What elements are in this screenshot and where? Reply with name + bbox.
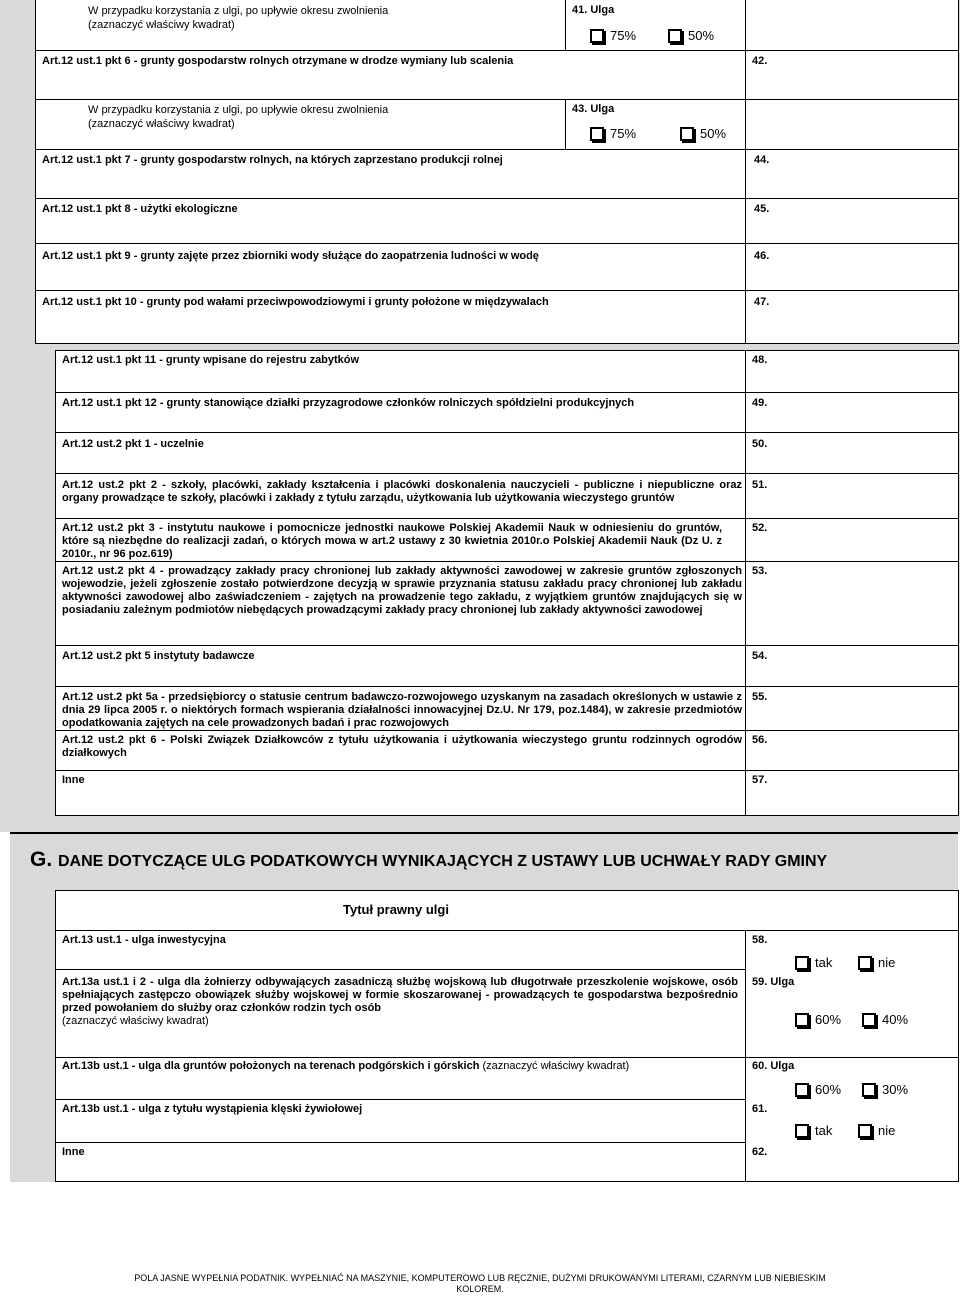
row-number: 62.	[752, 1146, 768, 1158]
footer-instruction-line1: POLA JASNE WYPEŁNIA PODATNIK. WYPEŁNIAĆ NA MASZYNIE, KOMPUTEROWO LUB RĘCZNIE, DUŻYMI DRUKOWANYMI LITERAMI, CZARNYM LUB NIEBIESKIM	[134, 1273, 826, 1283]
relief-note-line2: (zaznaczyć właściwy kwadrat)	[88, 118, 235, 130]
row-number: 46.	[754, 250, 770, 262]
row-number: 45.	[754, 203, 770, 215]
row-number: 51.	[752, 479, 768, 491]
row-label: Art.12 ust.1 pkt 10 - grunty pod wałami przeciwpowodziowymi i grunty położone w międzywalach	[42, 296, 549, 308]
soldier-relief-40-option[interactable]: 40%	[862, 1012, 920, 1027]
row-label: Art.12 ust.2 pkt 2 - szkoły, placówki, zakłady kształcenia i placówki doskonalenia nauczycieli - publiczne i niepubliczne oraz organy prowadzące te szkoły, placówki i zakłady z tytułu zarządu, użytkowania lub użytkowania wieczystego gruntów	[62, 479, 742, 504]
row-label: Art.13a ust.1 i 2 - ulga dla żołnierzy odbywających zasadniczą służbę wojskową lub długotrwałe przeszkolenie wojskowe, osób spełniających zastępczo obowiązek służby wojskowej w formie skoszarowanej - prowadzących te gospodarstwa bezpośrednio przed powołaniem do służby oraz członków rodzin tych osób	[62, 976, 738, 1014]
checkbox-icon[interactable]	[858, 1124, 872, 1138]
relief-41-50-option[interactable]: 50%	[668, 28, 726, 43]
disaster-relief-tak-option[interactable]: tak	[795, 1123, 844, 1138]
row-label: Art.12 ust.2 pkt 5a - przedsiębiorcy o statusie centrum badawczo-rozwojowego uzyskanym na zasadach określonych w ustawie z dnia 29 lipca 2005 r. o niektórych formach wspierania działalności innowacyjnej Dz.U. Nr 179, poz.1484), w zakresie przedmiotów opodatkowania zajętych na cele prowadzonych badań i prac rozwojowych	[62, 691, 742, 729]
column-header: Tytuł prawny ulgi	[343, 902, 449, 917]
row-label: Art.12 ust.2 pkt 6 - Polski Związek Działkowców z tytułu użytkowania i użytkowania wieczystego gruntu rodzinnych ogrodów działkowych	[62, 734, 742, 759]
row-label: Inne	[62, 1146, 85, 1158]
checkbox-icon[interactable]	[668, 29, 682, 43]
relief-43-75-option[interactable]: 75%	[590, 126, 648, 141]
row-label: Art.13b ust.1 - ulga z tytułu wystąpienia klęski żywiołowej	[62, 1103, 363, 1115]
row-number: 44.	[754, 154, 770, 166]
row-label: Art.12 ust.1 pkt 9 - grunty zajęte przez zbiorniki wody służące do zaopatrzenia ludności w wodę	[42, 250, 539, 262]
checkbox-icon[interactable]	[590, 127, 604, 141]
relief-note-line1: W przypadku korzystania z ulgi, po upływie okresu zwolnienia	[88, 5, 389, 17]
row-label: Art.12 ust.1 pkt 11 - grunty wpisane do rejestru zabytków	[62, 354, 360, 366]
relief-41-75-option[interactable]: 75%	[590, 28, 648, 43]
disaster-relief-nie-option[interactable]: nie	[858, 1123, 907, 1138]
row-note: (zaznaczyć właściwy kwadrat)	[482, 1060, 630, 1072]
checkbox-icon[interactable]	[795, 1083, 809, 1097]
mountain-relief-30-option[interactable]: 30%	[862, 1082, 920, 1097]
row-number: 47.	[754, 296, 770, 308]
row-number: 42.	[752, 55, 768, 67]
relief-43-50-option[interactable]: 50%	[680, 126, 738, 141]
row-number: 52.	[752, 522, 768, 534]
row-number: 49.	[752, 397, 768, 409]
investment-relief-nie-option[interactable]: nie	[858, 955, 907, 970]
row-number: 54.	[752, 650, 768, 662]
row-label: Art.12 ust.2 pkt 1 - uczelnie	[62, 438, 204, 450]
row-label-group	[62, 1060, 629, 1073]
row-label: Art.13 ust.1 - ulga inwestycyjna	[62, 934, 226, 946]
relief-note-line2: (zaznaczyć właściwy kwadrat)	[88, 19, 235, 31]
relief-41-label: 41. Ulga	[572, 4, 615, 16]
row-number: 57.	[752, 774, 768, 786]
row-label: Art.12 ust.2 pkt 5 instytuty badawcze	[62, 650, 255, 662]
relief-note-line1: W przypadku korzystania z ulgi, po upływie okresu zwolnienia	[88, 104, 389, 116]
row-number: 61.	[752, 1103, 768, 1115]
row-label: Art.12 ust.1 pkt 12 - grunty stanowiące działki przyzagrodowe członków rolniczych spółdzielni produkcyjnych	[62, 397, 635, 409]
investment-relief-tak-option[interactable]: tak	[795, 955, 844, 970]
row-note: (zaznaczyć właściwy kwadrat)	[62, 1015, 209, 1027]
row-label: Inne	[62, 774, 85, 786]
row-label: Art.12 ust.1 pkt 8 - użytki ekologiczne	[42, 203, 238, 215]
checkbox-icon[interactable]	[862, 1013, 876, 1027]
footer-instruction-line2: KOLOREM.	[456, 1284, 504, 1294]
checkbox-icon[interactable]	[795, 956, 809, 970]
row-label: Art.13b ust.1 - ulga dla gruntów położonych na terenach podgórskich i górskich	[62, 1060, 480, 1072]
row-number: 53.	[752, 565, 768, 577]
checkbox-icon[interactable]	[858, 956, 872, 970]
checkbox-icon[interactable]	[590, 29, 604, 43]
checkbox-icon[interactable]	[795, 1124, 809, 1138]
section-g-title: DANE DOTYCZĄCE ULG PODATKOWYCH WYNIKAJĄCYCH Z USTAWY LUB UCHWAŁY RADY GMINY	[58, 853, 828, 870]
checkbox-icon[interactable]	[680, 127, 694, 141]
row-label: Art.12 ust.1 pkt 7 - grunty gospodarstw rolnych, na których zaprzestano produkcji rolnej	[42, 154, 503, 166]
row-number: 60. Ulga	[752, 1060, 795, 1072]
relief-43-label: 43. Ulga	[572, 103, 615, 115]
row-number: 48.	[752, 354, 768, 366]
row-label: Art.12 ust.2 pkt 4 - prowadzący zakłady pracy chronionej lub zakłady aktywności zawodowej w zakresie gruntów zgłoszonych wojewodzie, jeżeli zgłoszenie zostało potwierdzone decyzją w sprawie przyznania statusu zakładu pracy chronionej lub zakładu aktywności zawodowej albo zaświadczeniem - zajętych na prowadzenie tego zakładu, z wyjątkiem gruntów znajdujących się w posiadaniu zależnym podmiotów niebędących prowadzącymi zakłady pracy chronionej lub zakłady aktywności zawodowej	[62, 565, 742, 616]
row-number: 56.	[752, 734, 768, 746]
row-label: Art.12 ust.2 pkt 3 - instytutu naukowe i pomocnicze jednostki naukowe Polskiej Akademii Nauk w odniesieniu do gruntów, które są niezbędne do realizacji zadań, o których mowa w art.2 ustawy z 30 kwietnia 2010r.o Polskiej Akademii Nauk (Dz U. z 2010r., nr 96 poz.619)	[62, 522, 722, 560]
row-number: 55.	[752, 691, 768, 703]
checkbox-icon[interactable]	[862, 1083, 876, 1097]
row-number: 50.	[752, 438, 768, 450]
soldier-relief-60-option[interactable]: 60%	[795, 1012, 853, 1027]
row-number: 59. Ulga	[752, 976, 795, 988]
mountain-relief-60-option[interactable]: 60%	[795, 1082, 853, 1097]
checkbox-icon[interactable]	[795, 1013, 809, 1027]
row-label: Art.12 ust.1 pkt 6 - grunty gospodarstw rolnych otrzymane w drodze wymiany lub scalenia	[42, 55, 514, 67]
section-g-letter: G.	[30, 848, 53, 871]
row-number: 58.	[752, 934, 768, 946]
